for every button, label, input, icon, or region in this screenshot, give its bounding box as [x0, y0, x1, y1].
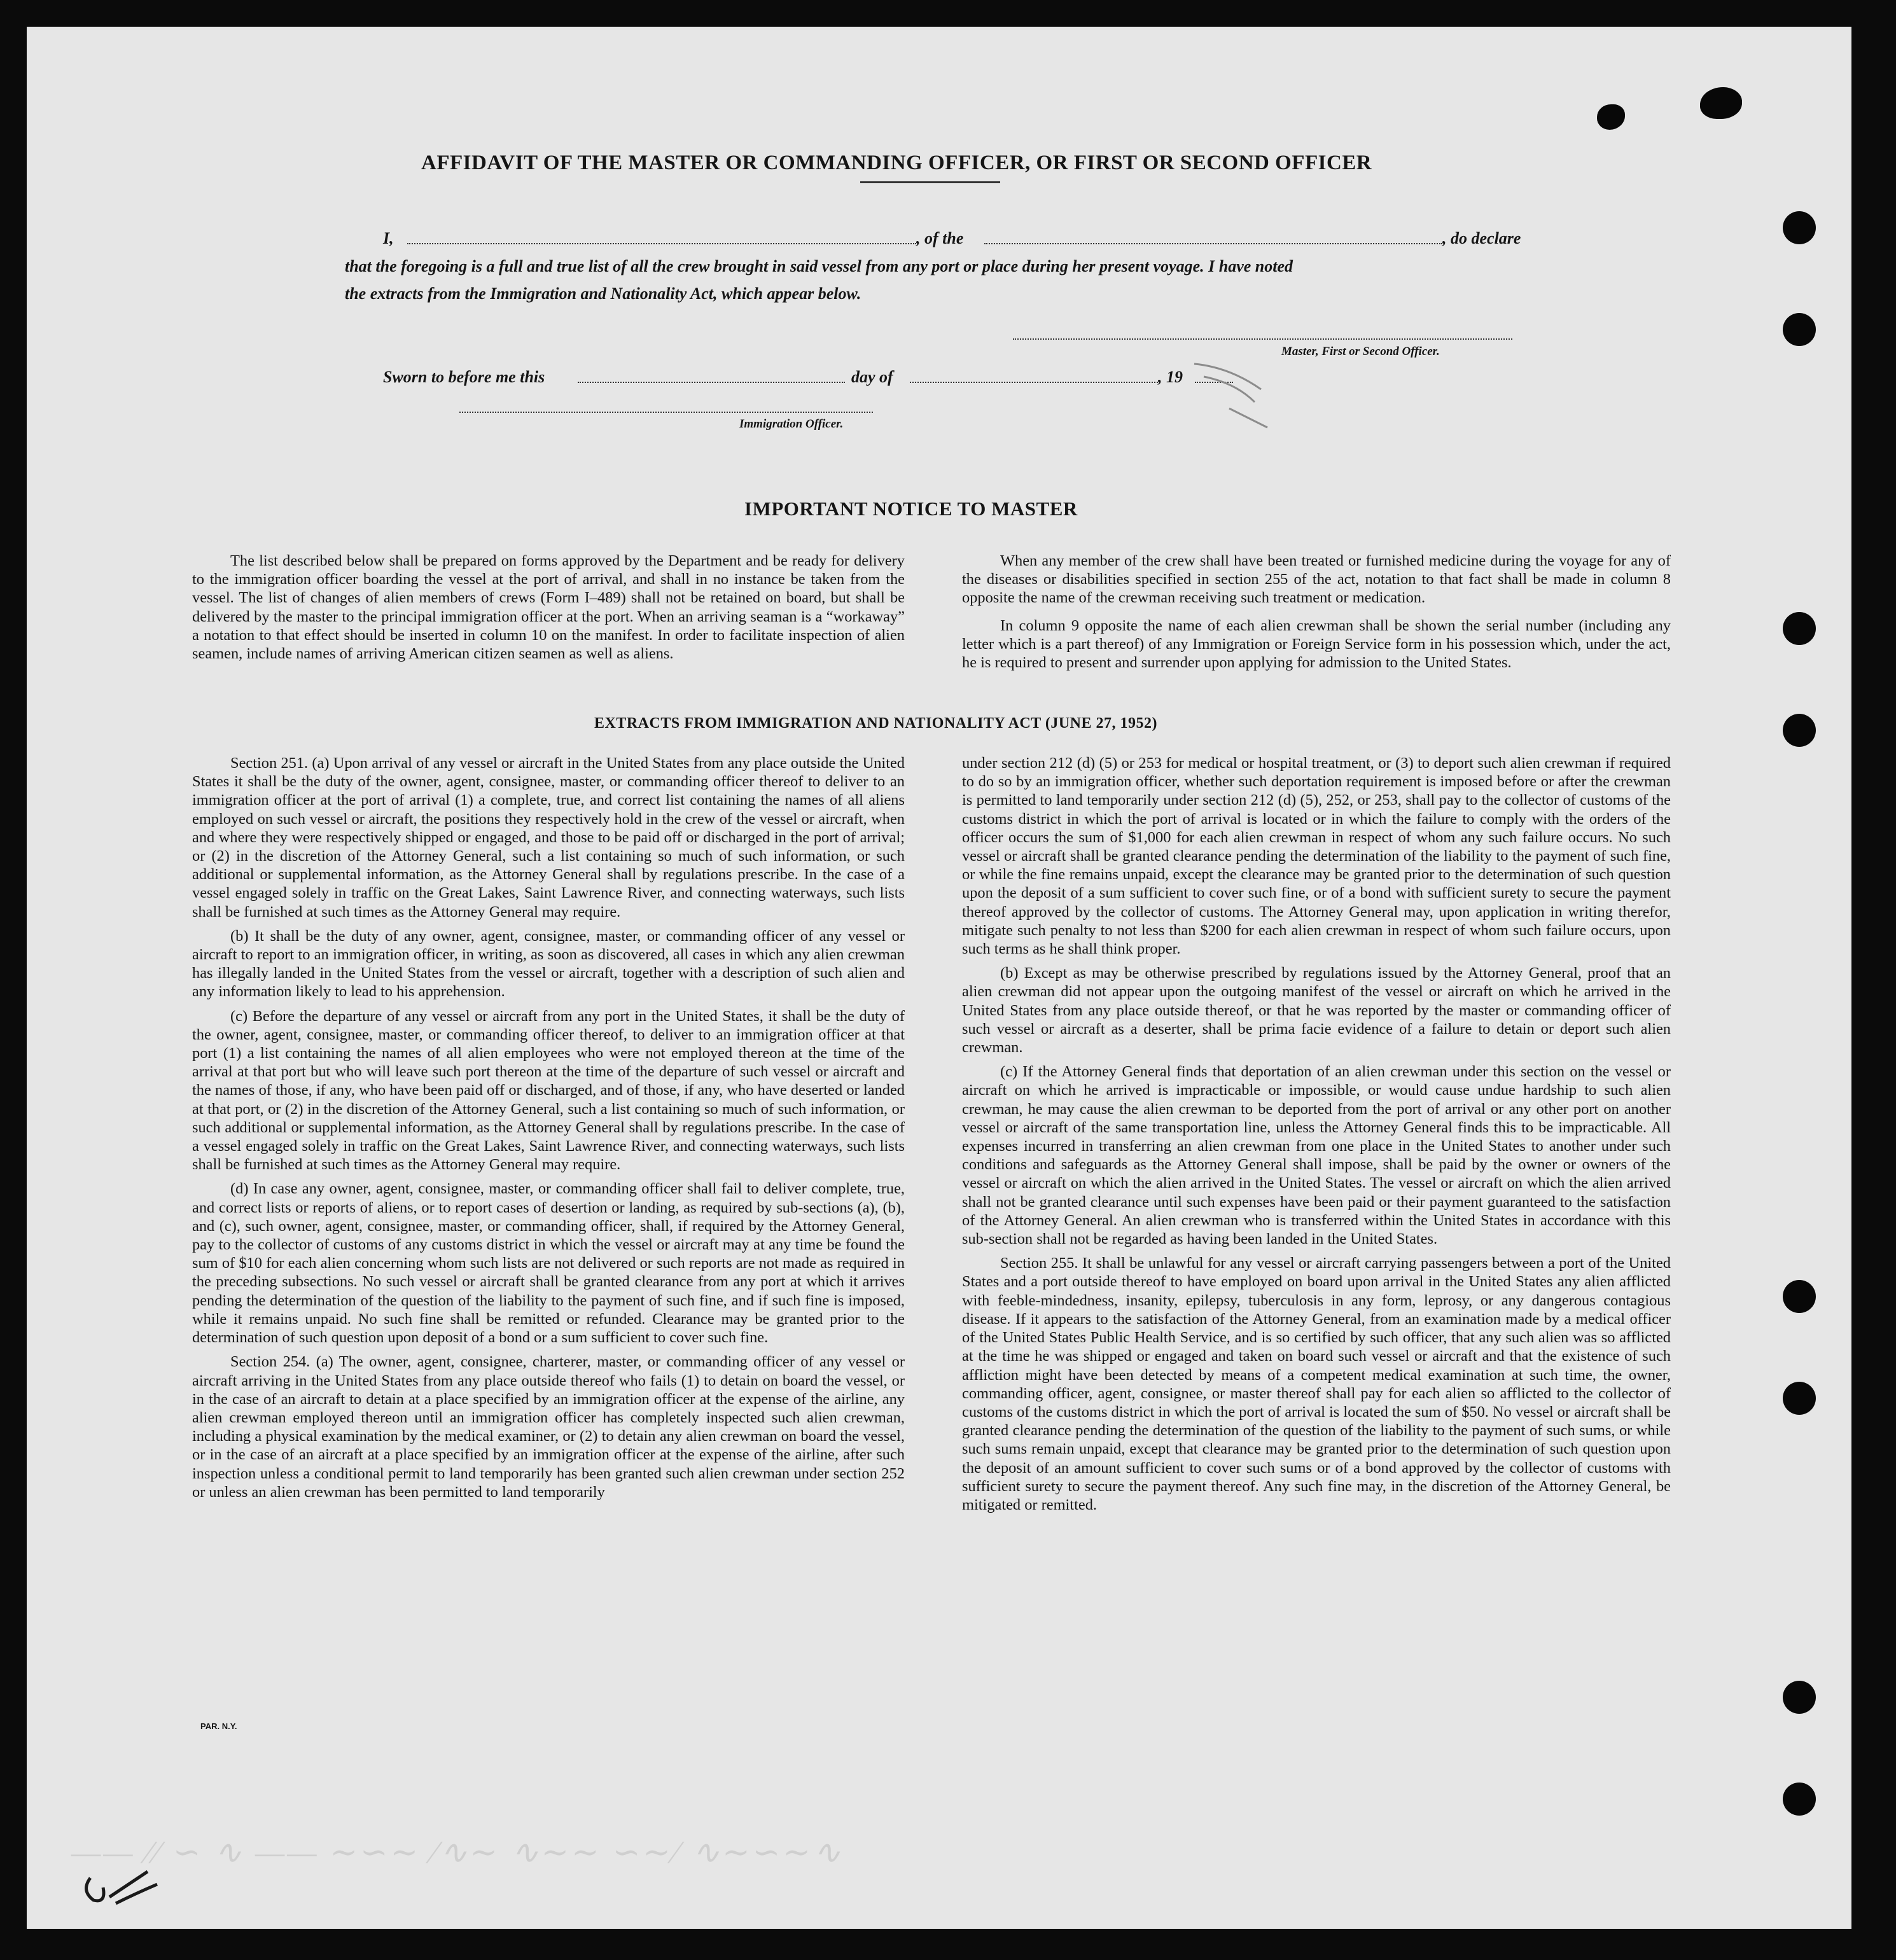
section-251b: (b) It shall be the duty of any owner, agent, consignee, master, or commanding officer of any vessel or aircraft to report to an immigration officer, in writing, as soon as discovered, all cases in which any alien crewman has illegally landed in the United States from the vessel or aircraft, together with a description of such alien and any information likely to lead to his apprehension. [192, 927, 905, 1001]
master-signature-line [1013, 338, 1512, 340]
title-underline [860, 181, 1000, 183]
section-251c: (c) Before the departure of any vessel or aircraft from any port in the United States, it shall be the duty of the owner, agent, consignee, master, or commanding officer thereof, to deliver to an immigration officer at that port (1) a list containing the names of all alien employees who were not employed thereon at the time of the arrival at that port but who will leave such port thereon at the time of the departure of such vessel or aircraft and the names of those, if any, who have been paid off or discharged, and of those, if any, who have deserted or landed at that port, or (2) in the discretion of the Attorney General, such a list containing so much of such information, or such additional or supplemental information, as the Attorney General shall by regulations prescribe. In the case of a vessel engaged solely in traffic on the Great Lakes, Saint Lawrence River, and connecting waterways, such lists shall be furnished at such times as the Attorney General may require. [192, 1007, 905, 1174]
section-251d: (d) In case any owner, agent, consignee, master, or commanding officer shall fail to deliver complete, true, and correct lists or reports of aliens, or to report cases of desertion or landing, as required by sub-sections (a), (b), and (c), such owner, agent, consignee, master, or commanding officer, shall, if required by the Attorney General, pay to the collector of customs of any customs district in which the vessel or aircraft may at any time be found the sum of $10 for each alien concerning whom such lists are not delivered or such reports are not made as required in the preceding subsections. No such vessel or aircraft shall be granted clearance from any port at which it arrives pending the determination of the question of the liability to the payment of such fine, and if such fine is imposed, while it remains unpaid. No such fine shall be remitted or refunded. Clearance may be granted prior to the determination of such question upon deposit of a bond or a sum sufficient to cover such fine. [192, 1180, 905, 1347]
affidavit-statement-line-2: the extracts from the Immigration and Nationality Act, which appear below. [345, 284, 861, 303]
notice-left-paragraph: The list described below shall be prepared on forms approved by the Department and be ready for delivery to the immigration officer boarding the vessel at the port of arrival, and shall in no instance be taken from the vessel. The list of changes of alien members of crews (Form I–489) shall not be retained on board, but shall be delivered by the master to the principal immigration officer at the port. When an arriving seaman is a “workaway” a notation to that effect should be inserted in column 10 on the manifest. In order to facilitate inspection of alien seamen, include names of arriving American citizen seamen as well as aliens. [192, 552, 905, 663]
section-254c: (c) If the Attorney General finds that deportation of an alien crewman under this section on the vessel or aircraft on which he arrived is impracticable or impossible, or would cause undue hardship to such alien crewman, he may cause the alien crewman to be deported from the port of arrival or any other port on another vessel or aircraft of the same transportation line, unless the Attorney General finds this to be impracticable. All expenses incurred in transferring an alien crewman from one place in the United States to another under such conditions and safeguards as the Attorney General shall impose, shall be paid by the owner or owners of the vessel or aircraft on which the alien arrived in the United States. The vessel or aircraft on which the alien arrived shall not be granted clearance until such expenses have been paid or their payment guaranteed to the satisfaction of the Attorney General. An alien crewman who is transferred within the United States in accordance with this sub-section shall not be regarded as having been landed in the United States. [962, 1063, 1671, 1248]
binder-hole [1783, 714, 1816, 747]
sworn-date-fill-line [578, 382, 845, 383]
binder-hole [1783, 1681, 1816, 1714]
notice-title: IMPORTANT NOTICE TO MASTER [744, 497, 1078, 520]
binder-hole [1783, 1382, 1816, 1415]
affidavit-i-label: I, [383, 229, 394, 247]
officer-signature-label: Immigration Officer. [739, 417, 844, 431]
binder-hole [1783, 211, 1816, 244]
section-254b: (b) Except as may be otherwise prescribed by regulations issued by the Attorney General, proof that an alien crewman did not appear upon the outgoing manifest of the vessel or aircraft on which he arrived in the United States from any place outside thereof, or that he was reported by the master or commanding officer of such vessel or aircraft as a deserter, shall be prima facie evidence of a failure to detain or deport such alien crewman. [962, 964, 1671, 1057]
handwritten-mark [78, 1859, 167, 1916]
master-signature-label: Master, First or Second Officer. [1281, 345, 1440, 358]
pen-stroke-mark [1191, 351, 1286, 434]
sworn-label: Sworn to before me this [383, 368, 545, 386]
affidavit-title: AFFIDAVIT OF THE MASTER OR COMMANDING OFFICER, OR FIRST OR SECOND OFFICER [421, 151, 1372, 174]
binder-hole [1783, 1783, 1816, 1816]
notice-left-column [192, 552, 905, 669]
printer-mark: PAR. N.Y. [200, 1721, 237, 1731]
bleed-through-handwriting: —— ⁄⁄ ∽ ∿ —— ∼∽∼ ⁄∿∼ ∿∼∼ ∽∼⁄ ∿∼∽∼∿ [71, 1835, 844, 1871]
extracts-left-column [192, 754, 905, 1507]
of-the-label: , of the [916, 229, 964, 247]
do-declare-label: , do declare [1442, 229, 1521, 247]
ink-blot [1597, 104, 1625, 130]
year-label: , 19 [1158, 368, 1183, 386]
section-254a-continued: under section 212 (d) (5) or 253 for medical or hospital treatment, or (3) to deport such alien crewman if required to do so by an immigration officer, whether such deportation requirement is imposed before or after the crewman is permitted to land temporarily under section 212 (d) (5), 252, or 253, shall pay to the collector of customs of the customs district in which the port of arrival is located or in which the failure to comply with the orders of the officer occurs the sum of $1,000 for each alien crewman in respect of whom any such failure occurs. No such vessel or aircraft shall be granted clearance pending the determination of the liability to the payment of such fine, or while the fine remains unpaid, except the clearance may be granted prior to the determination of such question upon the deposit of a sum sufficient to cover such fine, or of a bond with sufficient surety to secure the payment thereof approved by the collector of customs. The Attorney General may, upon application in writing therefor, mitigate such penalty to not less than $200 for each alien crewman in respect of whom such failure occurs, upon such terms as he shall think proper. [962, 754, 1671, 958]
ink-blot [1700, 87, 1742, 119]
extracts-right-column [962, 754, 1671, 1520]
binder-hole [1783, 313, 1816, 346]
binder-hole [1783, 612, 1816, 645]
section-255: Section 255. It shall be unlawful for any vessel or aircraft carrying passengers between a port of the United States and a port outside thereof to have employed on board upon arrival in the United States any alien afflicted with feeble-mindedness, insanity, epilepsy, tuberculosis in any form, leprosy, or any dangerous contagious disease. If it appears to the satisfaction of the Attorney General, from an examination made by a medical officer of the United States Public Health Service, and is so certified by such officer, that any such alien was so afflicted at the time he was shipped or engaged and taken on board such vessel or aircraft and that the existence of such affliction might have been detected by means of a competent medical examination at such time, the owner, commanding officer, agent, consignee, or master thereof shall pay for each alien so afflicted to the collector of customs of the customs district in which the port of arrival is located the sum of $50. No vessel or aircraft shall be granted clearance pending the determination of the question of the liability to the payment of such sums, or while such sums remain unpaid, except that clearance may be granted prior to the determination of such question upon the deposit of an amount sufficient to cover such sums or of a bond approved by the collector of customs with sufficient surety to secure the payment thereof. Any such fine may, in the discretion of the Attorney General, be mitigated or remitted. [962, 1255, 1671, 1513]
name-fill-line [407, 243, 916, 244]
extracts-title: EXTRACTS FROM IMMIGRATION AND NATIONALITY ACT (JUNE 27, 1952) [594, 715, 1157, 732]
binder-hole [1783, 1280, 1816, 1313]
document-page [27, 27, 1851, 1929]
section-254a: Section 254. (a) The owner, agent, consignee, charterer, master, or commanding officer of any vessel or aircraft arriving in the United States from any place outside thereof who fails (1) to detain on board the vessel, or in the case of an aircraft to detain at a place specified by an immigration officer at the expense of the airline, any alien crewman employed thereon until an immigration officer has completely inspected such alien crewman, including a physical examination by the medical examiner, or (2) to detain any alien crewman on board the vessel, or in the case of an aircraft at a place specified by an immigration officer at the expense of the airline, after such inspection unless a conditional permit to land temporarily has been granted such alien crewman under section 252 or unless an alien crewman has been permitted to land temporarily [192, 1353, 905, 1501]
notice-right-column [962, 552, 1671, 678]
month-fill-line [910, 382, 1158, 383]
notice-serial-paragraph: In column 9 opposite the name of each alien crewman shall be shown the serial number (including any letter which is a part thereof) of any Immigration or Foreign Service form in his possession which, under the act, he is required to present and surrender upon applying for admission to the United States. [962, 616, 1671, 672]
officer-signature-line [459, 412, 873, 413]
affidavit-statement-line: that the foregoing is a full and true list of all the crew brought in said vessel from any port or place during her present voyage. I have noted [345, 257, 1293, 275]
day-of-label: day of [851, 368, 893, 386]
vessel-fill-line [984, 243, 1442, 244]
notice-treatment-paragraph: When any member of the crew shall have been treated or furnished medicine during the voyage for any of the diseases or disabilities specified in section 255 of the act, notation to that fact shall be made in column 8 opposite the name of the crewman receiving such treatment or medication. [962, 552, 1671, 607]
section-251a: Section 251. (a) Upon arrival of any vessel or aircraft in the United States from any place outside the United States it shall be the duty of the owner, agent, consignee, master, or commanding officer thereof to deliver to an immigration officer at the port of arrival (1) a complete, true, and correct list containing the names of all aliens employed on such vessel or aircraft, the positions they respectively hold in the crew of the vessel or aircraft, when and where they were respectively shipped or engaged, and those to be paid off or discharged in the port of arrival; or (2) in the discretion of the Attorney General, such a list containing so much of such information, or such additional or supplemental information, as the Attorney General shall by regulations prescribe. In the case of a vessel engaged solely in traffic on the Great Lakes, Saint Lawrence River, and connecting waterways, such lists shall be furnished at such times as the Attorney General may require. [192, 754, 905, 921]
